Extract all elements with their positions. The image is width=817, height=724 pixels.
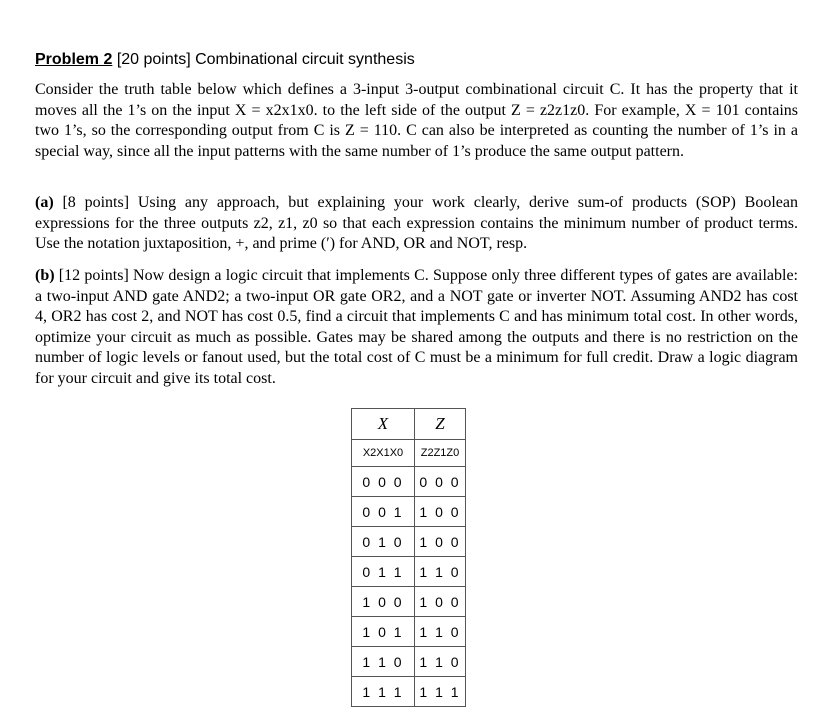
table-subheader-z: Z2Z1Z0 xyxy=(415,440,466,467)
table-row xyxy=(352,647,466,677)
table-cell-x: 0 0 0 xyxy=(352,467,415,497)
table-cell-z: 1 0 0 xyxy=(415,587,466,617)
part-b-paragraph xyxy=(35,266,798,389)
part-b-text: [12 points] Now design a logic circuit that implements C. Suppose only three different types of gates are available: a two-input AND gate AND2; a two-input OR gate OR2, and a NOT gate or inverter NOT. Assuming AND2 has cost 4, OR2 has cost 2, and NOT has cost 0.5, find a circuit that implements C and has minimum total cost. In other words, optimize your circuit as much as possible. Gates may be shared among the outputs and there is no restriction on the number of logic levels or fanout used, but the total cost of C must be a minimum for full credit. Draw a logic diagram for your circuit and give its total cost. xyxy=(35,267,798,387)
table-row xyxy=(352,497,466,527)
table-row xyxy=(352,557,466,587)
table-cell-x: 0 1 0 xyxy=(352,527,415,557)
problem-heading xyxy=(35,50,795,70)
table-cell-x: 1 0 1 xyxy=(352,617,415,647)
table-row xyxy=(352,617,466,647)
table-cell-z: 1 1 1 xyxy=(415,677,466,707)
table-cell-z: 1 0 0 xyxy=(415,527,466,557)
table-cell-z: 1 1 0 xyxy=(415,647,466,677)
part-a-text: [8 points] Using any approach, but explaining your work clearly, derive sum-of products (SOP) Boolean expressions for the three outputs z2, z1, z0 so that each expression contains the minimum number of product terms. Use the notation juxtaposition, +, and prime (′) for AND, OR and NOT, resp. xyxy=(35,194,798,252)
table-cell-z: 0 0 0 xyxy=(415,467,466,497)
table-cell-x: 1 1 0 xyxy=(352,647,415,677)
part-a-label: (a) xyxy=(35,194,54,211)
table-cell-z: 1 1 0 xyxy=(415,617,466,647)
part-b-label: (b) xyxy=(35,267,55,284)
table-cell-z: 1 1 0 xyxy=(415,557,466,587)
table-cell-x: 1 0 0 xyxy=(352,587,415,617)
part-a-paragraph xyxy=(35,193,798,255)
problem-number: Problem 2 xyxy=(35,51,113,68)
table-header-z: Z xyxy=(415,409,466,440)
table-cell-z: 1 0 0 xyxy=(415,497,466,527)
table-cell-x: 0 0 1 xyxy=(352,497,415,527)
problem-points: [20 points] xyxy=(116,51,191,68)
table-subheader-x: X2X1X0 xyxy=(352,440,415,467)
problem-title: Combinational circuit synthesis xyxy=(195,51,415,68)
table-row xyxy=(352,587,466,617)
truth-table xyxy=(351,408,466,707)
table-row xyxy=(352,527,466,557)
table-row xyxy=(352,677,466,707)
table-header-x: X xyxy=(352,409,415,440)
table-cell-x: 0 1 1 xyxy=(352,557,415,587)
table-row xyxy=(352,467,466,497)
intro-paragraph: Consider the truth table below which defines a 3-input 3-output combinational circuit C. It has the property that it moves all the 1’s on the input X = x2x1x0. to the left side of the output Z = z2z1z0. For example, X = 101 contains two 1’s, so the corresponding output from C is Z = 110. C can also be interpreted as counting the number of 1’s in a special way, since all the input patterns with the same number of 1’s produce the same output pattern. xyxy=(35,81,798,160)
table-cell-x: 1 1 1 xyxy=(352,677,415,707)
